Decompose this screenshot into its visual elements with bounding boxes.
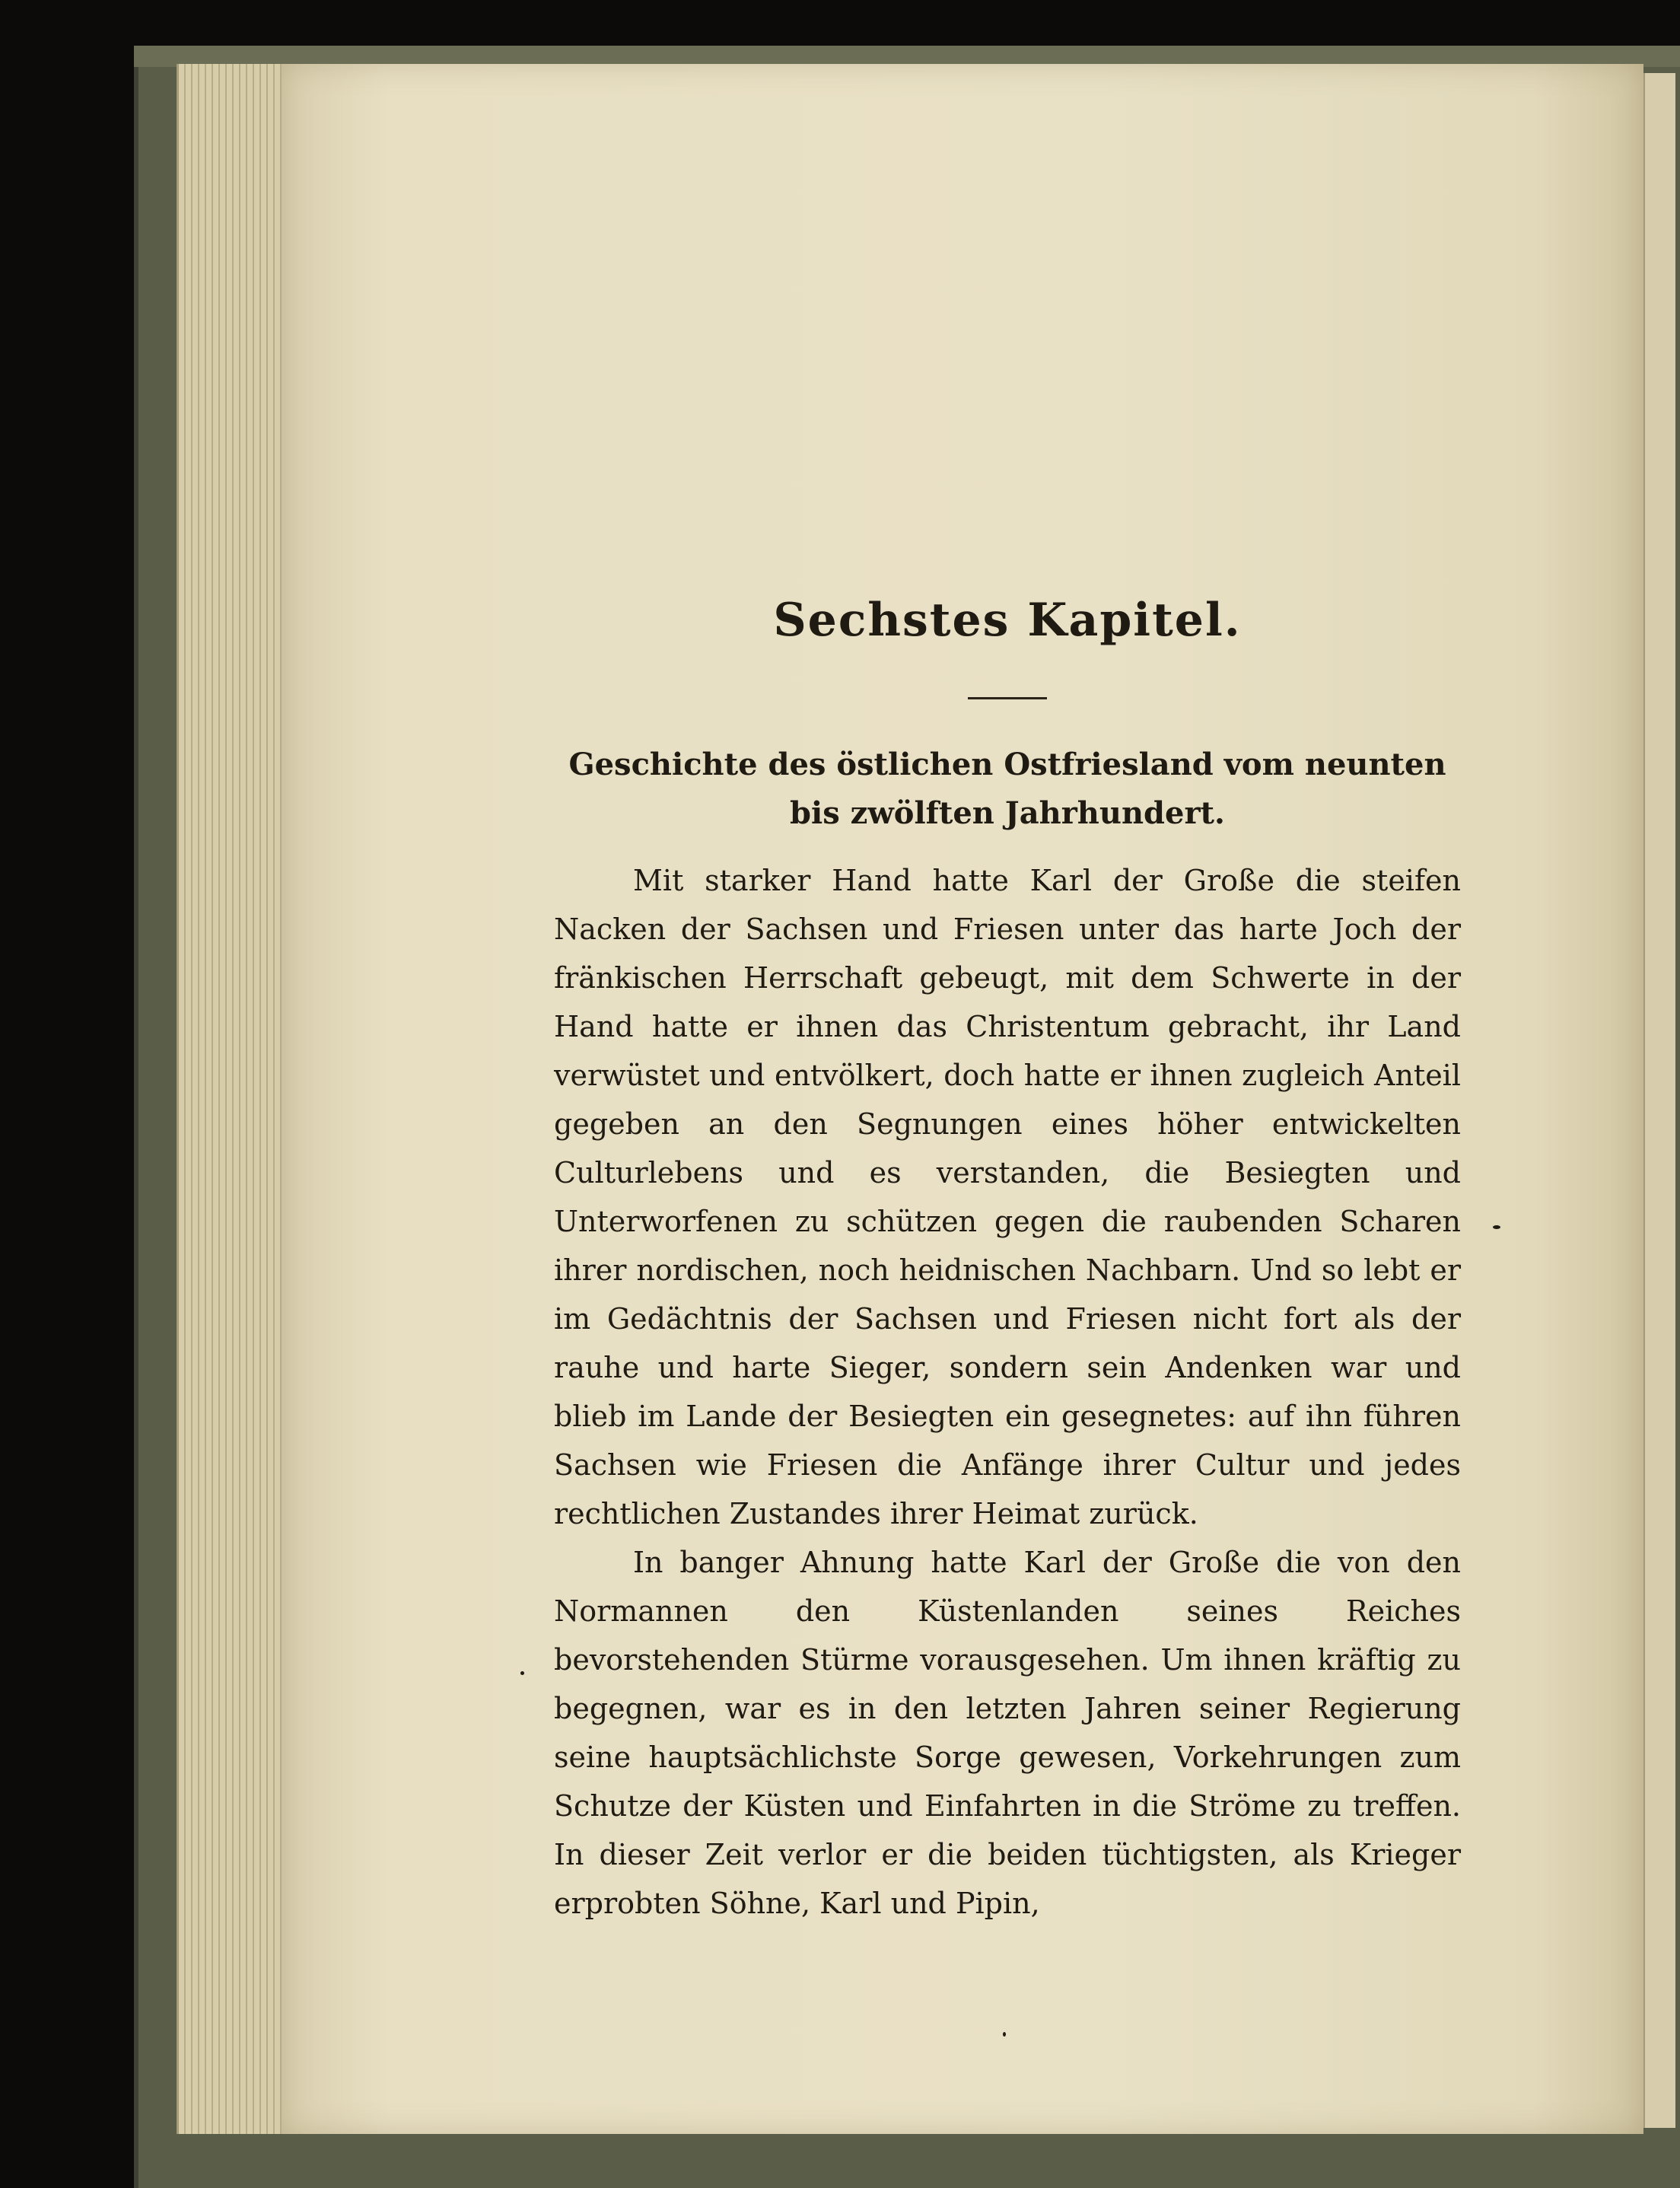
paragraph-1: Mit starker Hand hatte Karl der Große die steifen Nacken der Sachsen und Friesen unter das harte Joch der fränkischen Herrschaft gebeugt, mit dem Schwerte in der Hand hatte er ihnen das Christentum gebracht, ihr Land verwüstet und entvölkert, doch hatte er ihnen zugleich Anteil gegeben an den Segnungen eines höher entwickelten Culturlebens und es verstanden, die Besiegten und Unterworfenen zu schützen gegen die raubenden Scharen ihrer nordischen, noch heidnischen Nachbarn. Und so lebt er im Gedächtnis der Sachsen und Friesen nicht fort als der rauhe und harte Sieger, sondern sein Andenken war und blieb im Lande der Besiegten ein gesegnetes: auf ihn führen Sachsen wie Friesen die Anfänge ihrer Cultur und jedes rechtlichen Zustandes ihrer Heimat zurück. <box>554 864 1461 1530</box>
chapter-subtitle: Geschichte des östlichen Ostfriesland vom neunten bis zwölften Jahrhundert. <box>568 747 1446 831</box>
paragraph-2: In banger Ahnung hatte Karl der Große die von den Normannen den Küstenlanden seines Reiches bevorstehenden Stürme vorausgesehen. Um ihnen kräftig zu begegnen, war es in den letzten Jahren seiner Regierung seine hauptsächlichste Sorge gewesen, Vorkehrungen zum Schutze der Küsten und Einfahrten in die Ströme zu treffen. In dieser Zeit verlor er die beiden tüchtigsten, als Krieger erprobten Söhne, Karl und Pipin, <box>554 1546 1461 1920</box>
title-divider <box>968 697 1047 699</box>
ink-speck <box>1003 2032 1006 2037</box>
page-stack-edges <box>177 64 293 2134</box>
ink-speck <box>520 1671 524 1675</box>
facing-page-edge <box>1643 73 1675 2128</box>
ink-speck <box>1493 1225 1500 1229</box>
page-text-block <box>554 586 1461 1928</box>
chapter-title: Sechstes Kapitel. <box>773 594 1242 647</box>
